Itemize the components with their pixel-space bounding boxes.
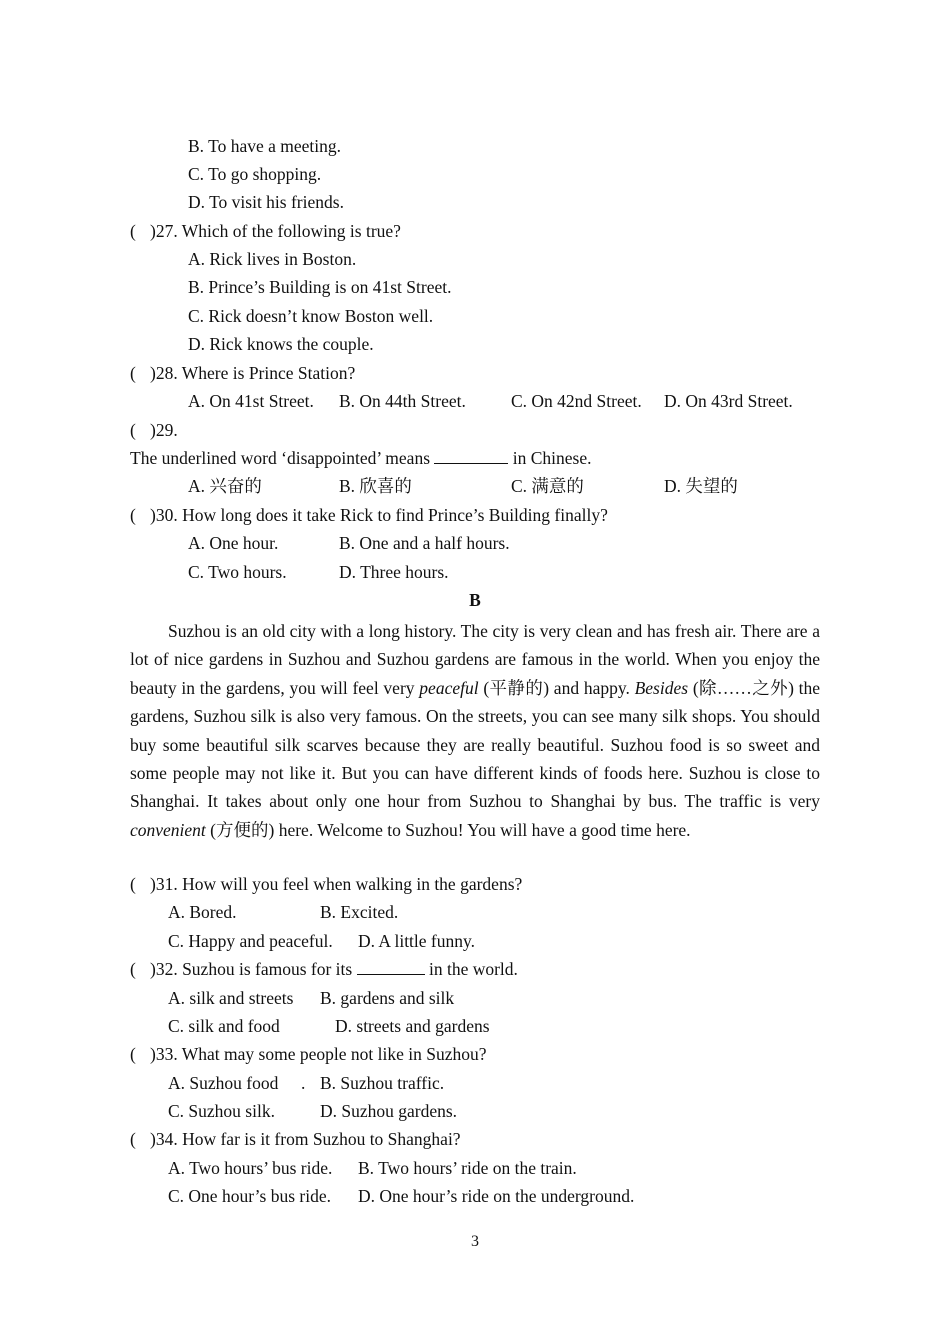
q30-option-a: A. One hour.: [188, 533, 279, 553]
q28-stem: )28. Where is Prince Station?: [150, 363, 356, 383]
q29-option-d: D. 失望的: [664, 476, 738, 496]
q26-option-b: B. To have a meeting.: [188, 136, 341, 156]
q33-answer-paren: (: [130, 1044, 136, 1064]
passage-part-2: and happy.: [553, 677, 630, 698]
q27-option-b: B. Prince’s Building is on 41st Street.: [188, 277, 452, 297]
q33-option-d: D. Suzhou gardens.: [320, 1101, 458, 1121]
q32-stem-after: in the world.: [428, 959, 518, 979]
q29-answer-paren: (: [130, 420, 136, 440]
q27-option-a: A. Rick lives in Boston.: [188, 249, 357, 269]
q32-option-b: B. gardens and silk: [320, 988, 455, 1008]
gloss-besides: (除……之外): [692, 677, 794, 698]
q30-option-d: D. Three hours.: [339, 562, 449, 582]
q33-option-a-dot: .: [301, 1073, 306, 1093]
q29-stem: )29.: [150, 420, 178, 440]
section-b-heading: B: [469, 590, 481, 610]
q33-option-a: A. Suzhou food: [168, 1073, 279, 1093]
passage-part-1: Suzhou is an old city with a long history. The city is very clean and has fresh air. There are a lot of nice gardens in Suzhou and Suzhou gardens are famous in the world. When you enjoy the beauty in the gardens, you will feel very: [130, 621, 820, 698]
q32-answer-paren: (: [130, 959, 136, 979]
q31-option-c: C. Happy and peaceful.: [168, 931, 333, 951]
q32-option-a: A. silk and streets: [168, 988, 294, 1008]
q33-option-b: B. Suzhou traffic.: [320, 1073, 445, 1093]
q26-option-d: D. To visit his friends.: [188, 192, 344, 212]
q29-option-c: C. 满意的: [511, 476, 584, 496]
q28-option-a: A. On 41st Street.: [188, 391, 314, 411]
q29-option-a: A. 兴奋的: [188, 476, 262, 496]
page-number: 3: [471, 1233, 479, 1250]
q28-option-b: B. On 44th Street.: [339, 391, 466, 411]
q31-answer-paren: (: [130, 874, 136, 894]
word-peaceful: peaceful: [419, 677, 479, 698]
q28-option-c: C. On 42nd Street.: [511, 391, 642, 411]
gloss-convenient: (方便的): [210, 819, 275, 840]
section-b-passage: [130, 617, 820, 844]
q31-stem: )31. How will you feel when walking in the gardens?: [150, 874, 523, 894]
q28-option-d: D. On 43rd Street.: [664, 391, 793, 411]
q31-option-a: A. Bored.: [168, 902, 237, 922]
q32-option-c: C. silk and food: [168, 1016, 280, 1036]
q27-stem: )27. Which of the following is true?: [150, 221, 401, 241]
q29-answer-blank: [434, 447, 508, 464]
q29-sentence: [130, 447, 592, 469]
passage-part-4: here. Welcome to Suzhou! You will have a good time here.: [278, 819, 691, 840]
q27-option-c: C. Rick doesn’t know Boston well.: [188, 306, 434, 326]
q30-option-b: B. One and a half hours.: [339, 533, 510, 553]
q30-stem: )30. How long does it take Rick to find Prince’s Building finally?: [150, 505, 608, 525]
q34-option-c: C. One hour’s bus ride.: [168, 1186, 331, 1206]
q27-answer-paren: (: [130, 221, 136, 241]
q29-sentence-before: The underlined word ‘disappointed’ means: [130, 448, 431, 468]
q31-option-b: B. Excited.: [320, 902, 399, 922]
q32-option-d: D. streets and gardens: [335, 1016, 490, 1036]
q30-option-c: C. Two hours.: [188, 562, 287, 582]
q32-stem-before: )32. Suzhou is famous for its: [150, 959, 353, 979]
gloss-peaceful: (平静的): [483, 677, 550, 698]
q34-option-d: D. One hour’s ride on the underground.: [358, 1186, 635, 1206]
q33-stem: )33. What may some people not like in Suzhou?: [150, 1044, 487, 1064]
q34-option-b: B. Two hours’ ride on the train.: [358, 1158, 577, 1178]
q30-answer-paren: (: [130, 505, 136, 525]
q32-stem: [150, 958, 518, 980]
q31-option-d: D. A little funny.: [358, 931, 475, 951]
q32-answer-blank: [357, 958, 425, 975]
word-besides: Besides: [634, 677, 689, 698]
q34-answer-paren: (: [130, 1129, 136, 1149]
q34-stem: )34. How far is it from Suzhou to Shanghai?: [150, 1129, 461, 1149]
q27-option-d: D. Rick knows the couple.: [188, 334, 374, 354]
q34-option-a: A. Two hours’ bus ride.: [168, 1158, 333, 1178]
word-convenient: convenient: [130, 819, 206, 840]
q33-option-c: C. Suzhou silk.: [168, 1101, 275, 1121]
passage-part-3: the gardens, Suzhou silk is also very famous. On the streets, you can see many silk shops. You should buy some beautiful silk scarves because they are really beautiful. Suzhou food is so sweet and some people may not like it. But you can have different kinds of foods here. Suzhou is close to Shanghai. It takes about only one hour from Suzhou to Shanghai by bus. The traffic is very: [130, 677, 821, 812]
q28-answer-paren: (: [130, 363, 136, 383]
q26-option-c: C. To go shopping.: [188, 164, 322, 184]
q29-sentence-after: in Chinese.: [512, 448, 592, 468]
q29-option-b: B. 欣喜的: [339, 476, 412, 496]
